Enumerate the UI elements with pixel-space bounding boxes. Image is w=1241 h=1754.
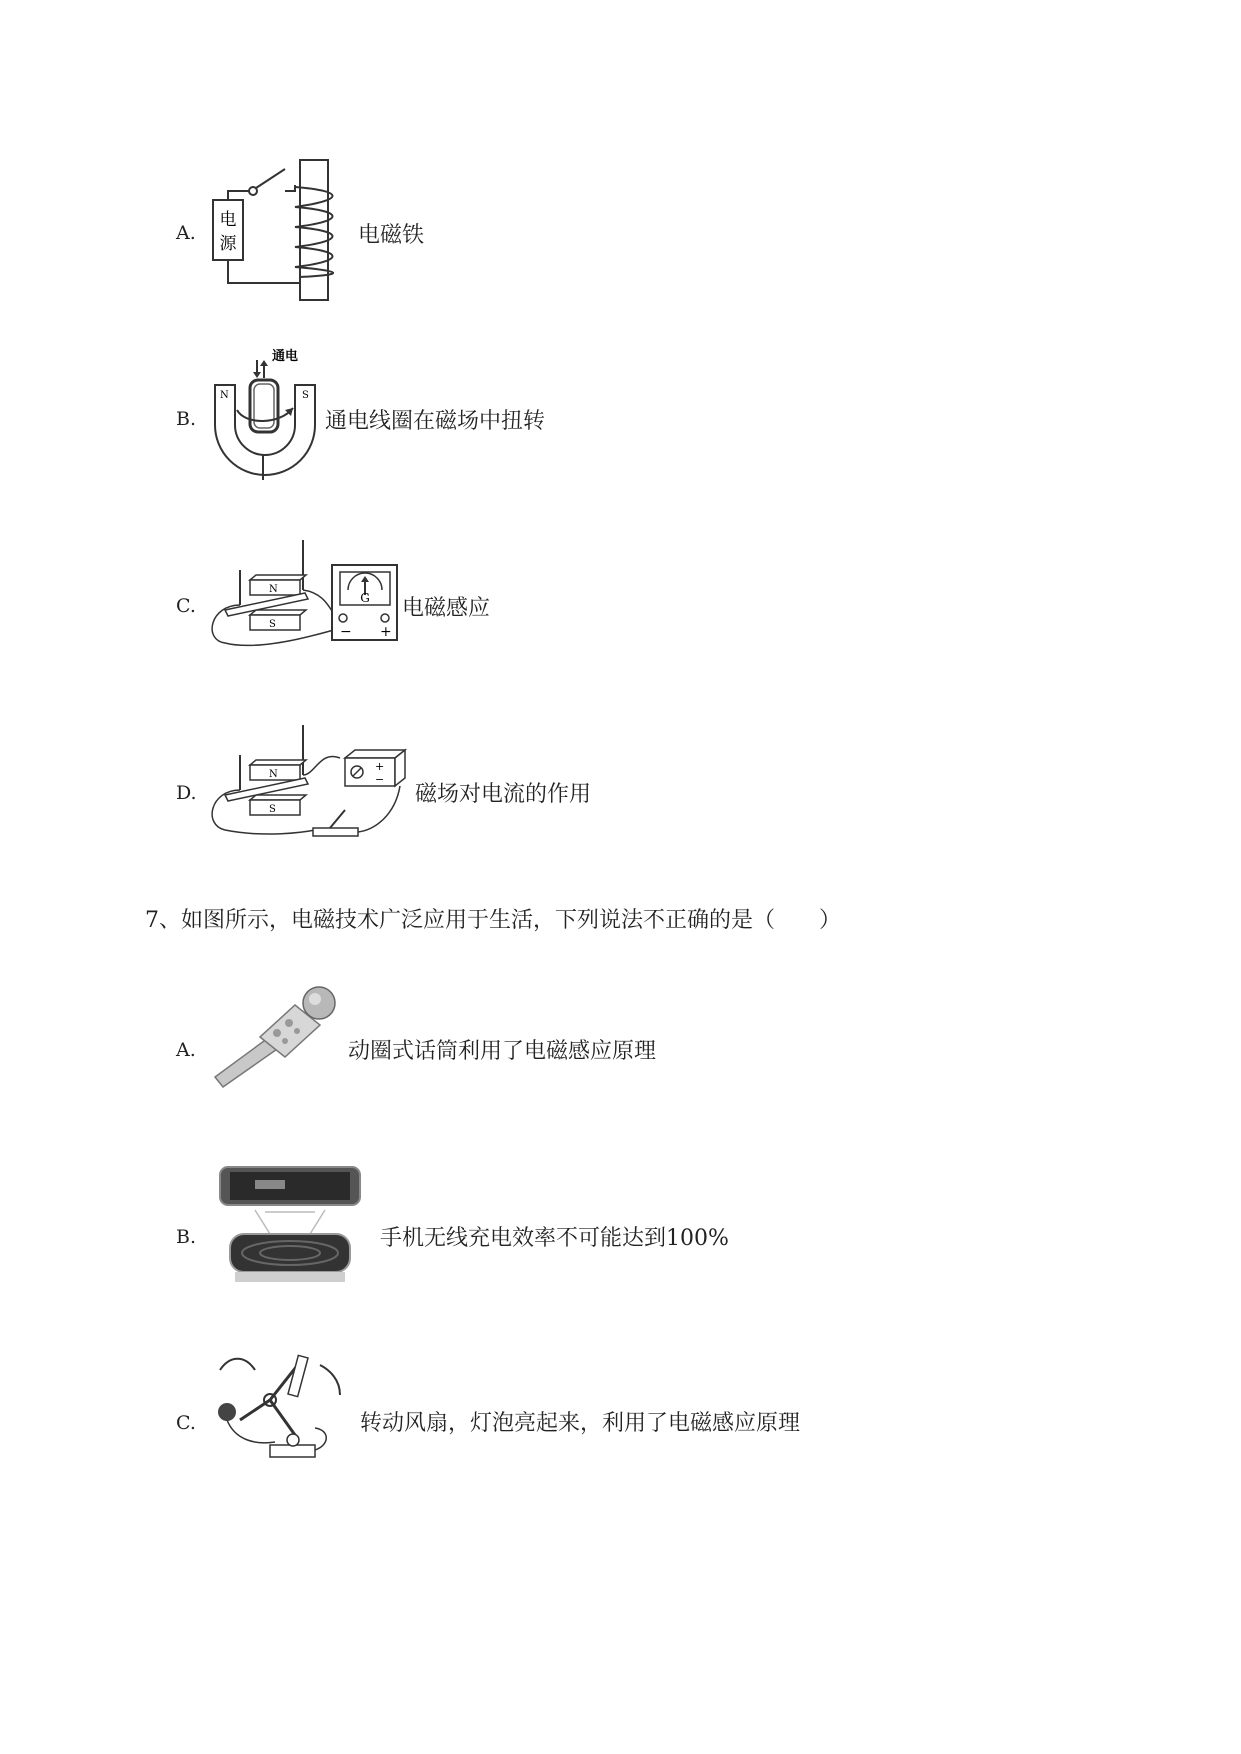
d-supply-plus: + [375, 760, 385, 773]
fan-generator-image [215, 1350, 350, 1465]
d-supply-minus: − [375, 773, 385, 786]
electromagnet-figure [205, 155, 345, 305]
q7-option-a-text: 动圈式话筒利用了电磁感应原理 [348, 1039, 657, 1064]
meter-g-label: G [360, 591, 370, 605]
q6-option-c-text: 电磁感应 [402, 596, 491, 621]
microphone-image [205, 985, 340, 1095]
c-magnet-s: S [269, 619, 276, 630]
q6-option-b-letter: B. [176, 408, 197, 430]
magnet-coil-figure [205, 340, 320, 490]
q7-option-c-text: 转动风扇，灯泡亮起来，利用了电磁感应原理 [360, 1411, 801, 1436]
induction-galvanometer-figure [205, 535, 400, 665]
wireless-charger-image [215, 1162, 365, 1287]
q6-option-b-text: 通电线圈在磁场中扭转 [325, 409, 546, 434]
motor-principle-figure [205, 720, 415, 855]
q6-option-d-letter: D. [176, 782, 197, 804]
q6-option-d-text: 磁场对电流的作用 [415, 782, 592, 807]
question-7-stem: 7、如图所示，电磁技术广泛应用于生活，下列说法不正确的是（ ） [145, 908, 841, 933]
q7-option-b-letter: B. [176, 1226, 197, 1248]
q7-option-c-letter: C. [176, 1412, 196, 1434]
d-magnet-n: N [269, 769, 278, 780]
c-magnet-n: N [269, 584, 278, 595]
q7-option-a-letter: A. [176, 1039, 196, 1061]
q7-option-b-text: 手机无线充电效率不可能达到100% [380, 1226, 729, 1251]
q6-option-c-letter: C. [176, 595, 196, 617]
q6-option-a-letter: A. [176, 222, 196, 244]
meter-minus: − [340, 624, 352, 640]
magnet-s-label: S [302, 390, 309, 401]
meter-plus: + [380, 624, 392, 640]
power-label-1: 电 [219, 210, 237, 230]
q6-option-a-text: 电磁铁 [358, 223, 425, 248]
power-label-2: 源 [219, 234, 237, 254]
energized-label: 通电 [272, 349, 299, 364]
d-magnet-s: S [269, 804, 276, 815]
magnet-n-label: N [220, 390, 229, 401]
